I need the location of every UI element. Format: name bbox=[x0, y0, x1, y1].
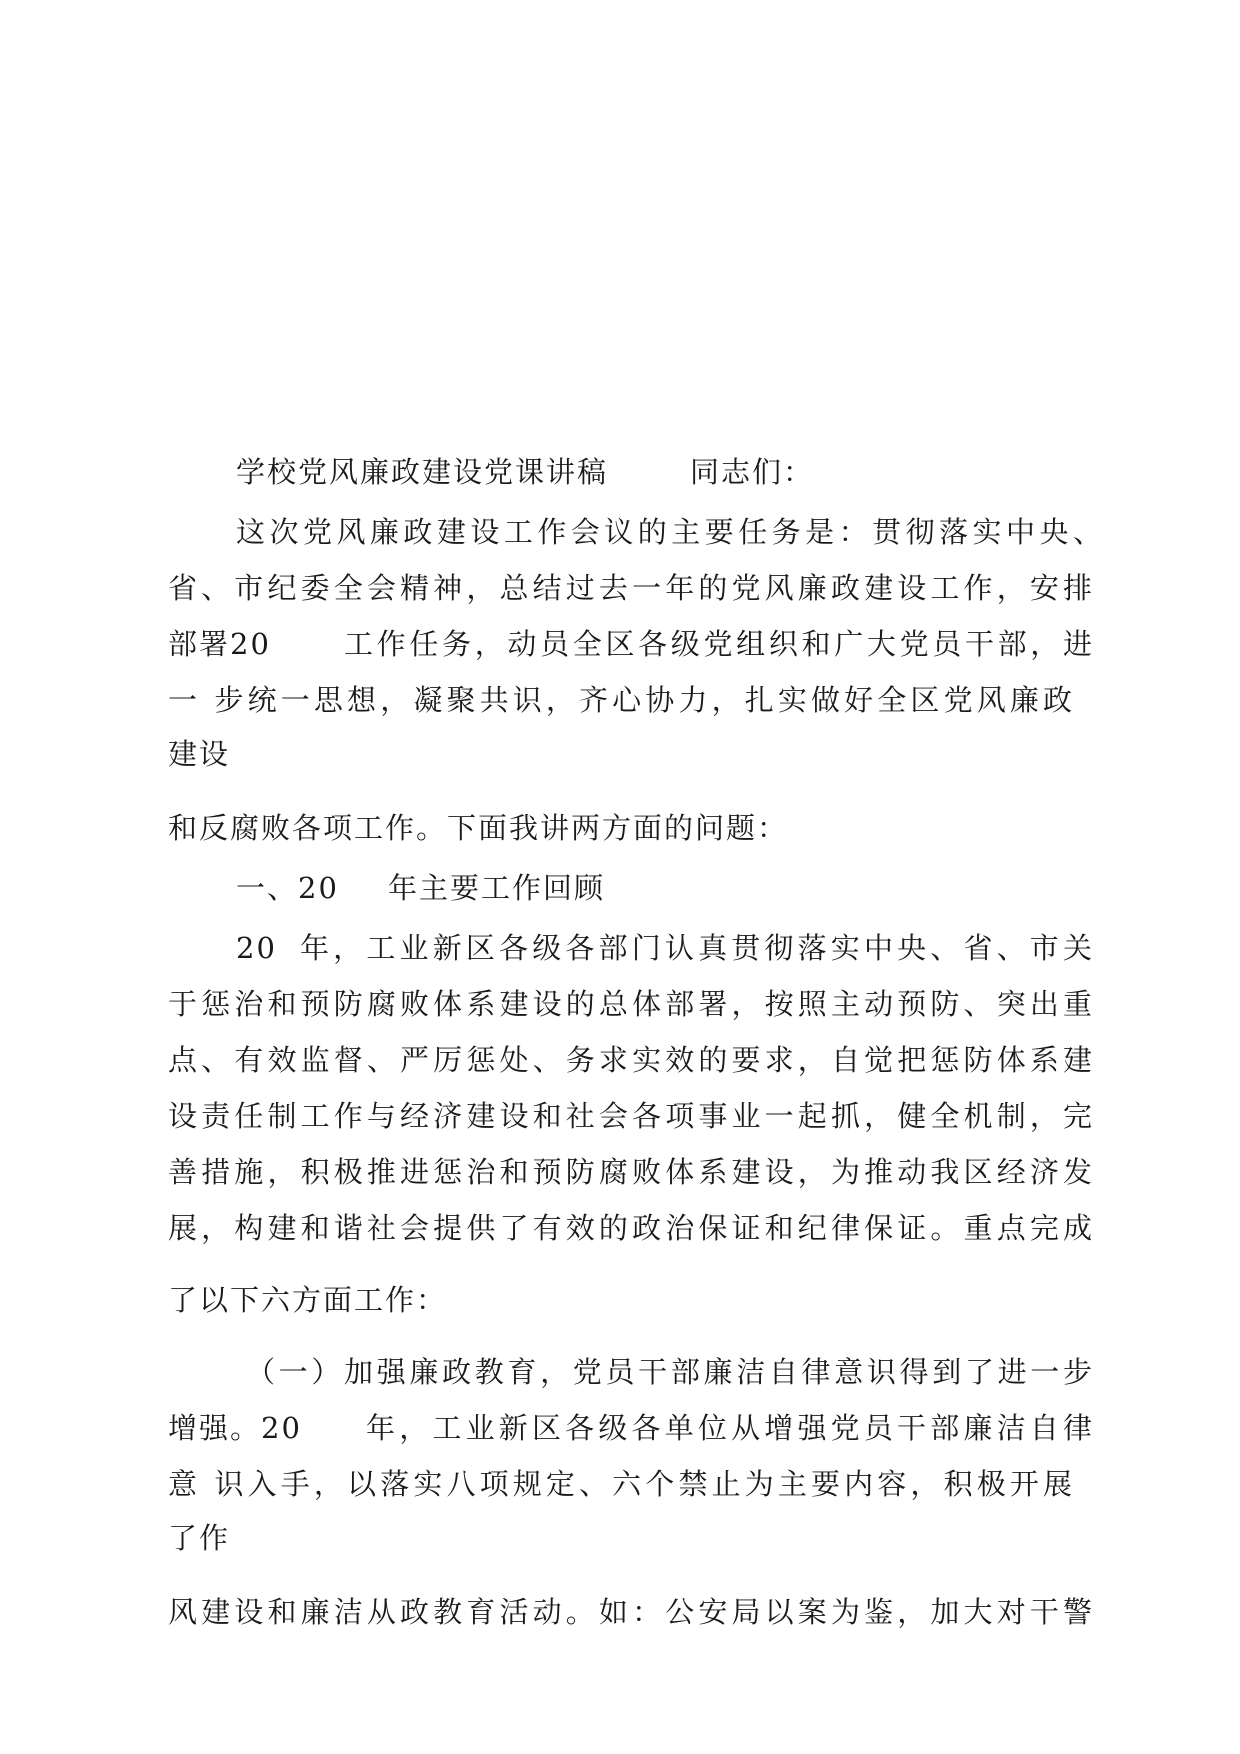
paragraph-3-line-2-start: 增强。20 bbox=[168, 1411, 302, 1445]
paragraph-1-line-2: 省、市纪委全会精神，总结过去一年的党风廉政建设工作，安排 bbox=[168, 571, 1094, 605]
paragraph-2-line-6: 展，构建和谐社会提供了有效的政治保证和纪律保证。重点完成 bbox=[168, 1211, 1094, 1245]
paragraph-2-line-1-end: 年，工业新区各级各部门认真贯彻落实中央、省、市关 bbox=[300, 931, 1094, 965]
salutation: 同志们： bbox=[690, 455, 815, 489]
paragraph-2-line-2: 于惩治和预防腐败体系建设的总体部署，按照主动预防、突出重 bbox=[168, 987, 1094, 1021]
paragraph-2-line-5: 善措施，积极推进惩治和预防腐败体系建设，为推动我区经济发 bbox=[168, 1155, 1094, 1189]
paragraph-1-line-1: 这次党风廉政建设工作会议的主要任务是：贯彻落实中央、 bbox=[236, 515, 1104, 549]
paragraph-2-line-1-start: 20 bbox=[236, 931, 277, 965]
paragraph-3-line-4: 了作 bbox=[168, 1521, 231, 1555]
paragraph-2-line-7: 了以下六方面工作： bbox=[168, 1283, 448, 1317]
paragraph-1-line-5: 建设 bbox=[168, 737, 231, 771]
paragraph-1-line-6: 和反腐败各项工作。下面我讲两方面的问题： bbox=[168, 811, 789, 845]
paragraph-3-line-3: 意 识入手，以落实八项规定、六个禁止为主要内容，积极开展 bbox=[168, 1467, 1074, 1501]
paragraph-1-line-3-start: 部署20 bbox=[168, 627, 271, 661]
section-heading-start: 一、20 bbox=[236, 871, 339, 905]
paragraph-2-line-4: 设责任制工作与经济建设和社会各项事业一起抓，健全机制，完 bbox=[168, 1099, 1094, 1133]
paragraph-3-line-2-end: 年，工业新区各级各单位从增强党员干部廉洁自律 bbox=[366, 1411, 1094, 1445]
paragraph-1-line-4: 一 步统一思想，凝聚共识，齐心协力，扎实做好全区党风廉政 bbox=[168, 683, 1074, 717]
paragraph-3-line-5: 风建设和廉洁从政教育活动。如：公安局以案为鉴，加大对干警 bbox=[168, 1595, 1094, 1629]
paragraph-2-line-3: 点、有效监督、严厉惩处、务求实效的要求，自觉把惩防体系建 bbox=[168, 1043, 1094, 1077]
paragraph-1-line-3-end: 工作任务，动员全区各级党组织和广大党员干部，进 bbox=[344, 627, 1094, 661]
paragraph-3-line-1: （一）加强廉政教育，党员干部廉洁自律意识得到了进一步 bbox=[246, 1355, 1094, 1389]
document-title: 学校党风廉政建设党课讲稿 bbox=[236, 455, 609, 489]
section-heading-end: 年主要工作回顾 bbox=[388, 871, 606, 905]
